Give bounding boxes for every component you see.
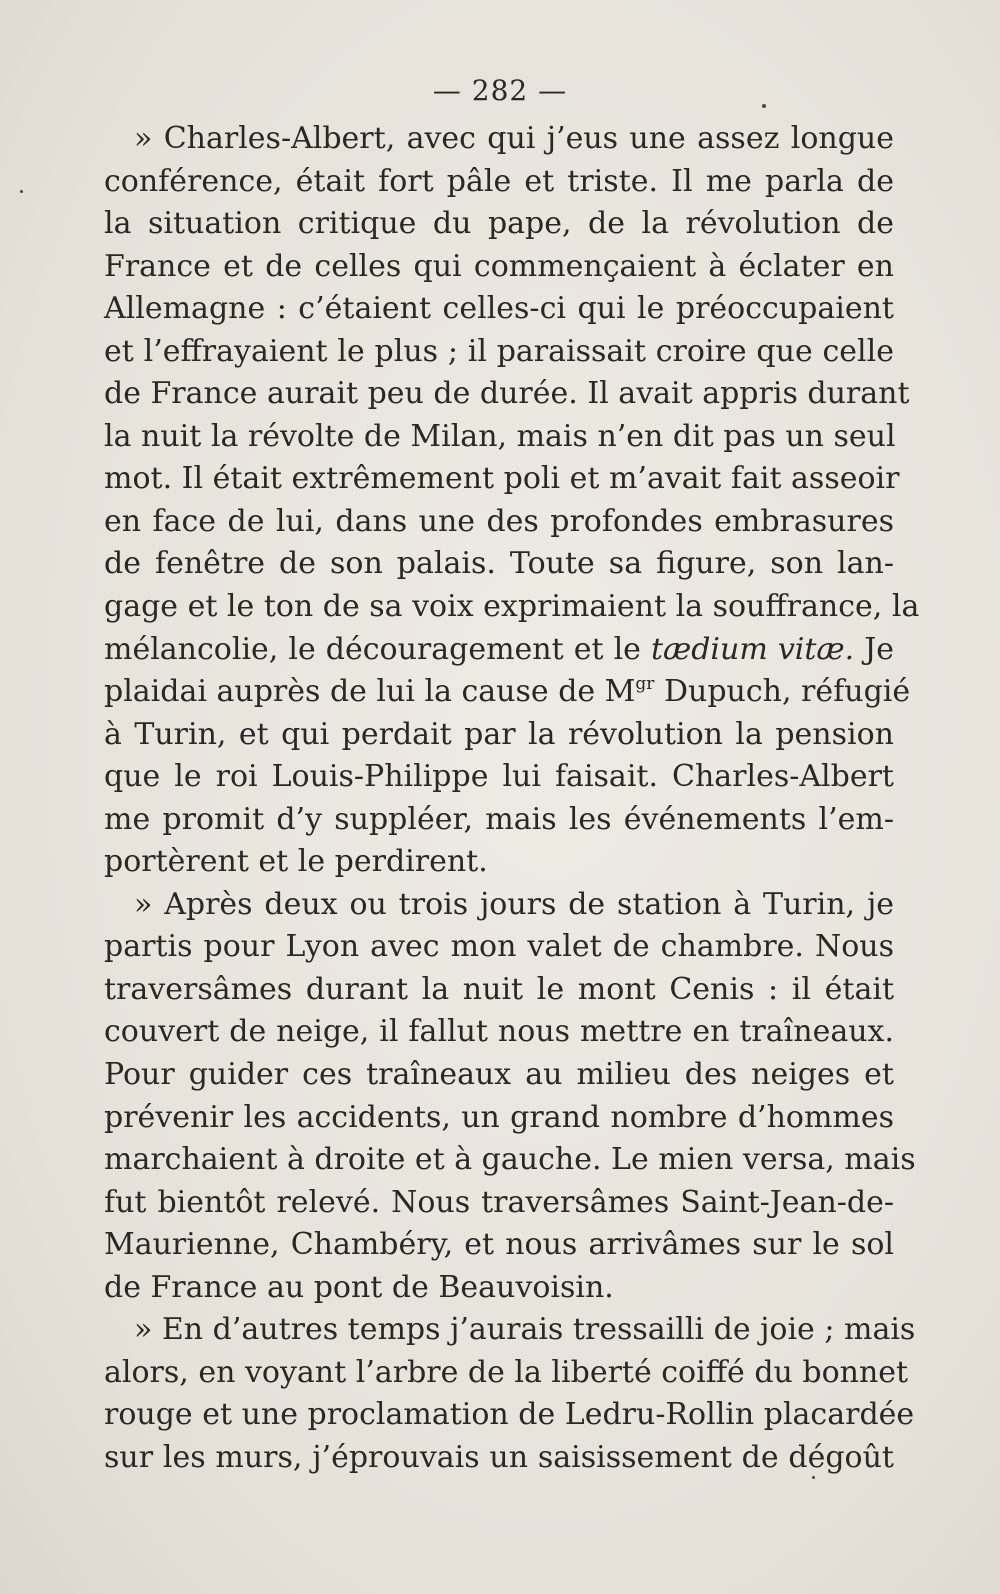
text-line: la nuit la révolte de Milan, mais n’en dit pas un seul [104, 418, 896, 454]
text-line: la situation critique du pape, de la révolution de [104, 206, 894, 242]
text-line: Allemagne : c’étaient celles-ci qui le préoccupaient [104, 291, 894, 327]
text-line: fut bientôt relevé. Nous traversâmes Saint-Jean-de- [104, 1184, 894, 1220]
text-line: gage et le ton de sa voix exprimaient la souffrance, la [104, 589, 920, 625]
text-line: France et de celles qui commençaient à éclater en [104, 248, 894, 284]
text-line: prévenir les accidents, un grand nombre d’hommes [104, 1099, 894, 1135]
page-number: — 282 — [432, 74, 568, 107]
text-line: » Après deux ou trois jours de station à Turin, je [134, 886, 894, 922]
text-line: couvert de neige, il fallut nous mettre en traîneaux. [104, 1014, 894, 1050]
text-line: conférence, était fort pâle et triste. Il me parla de [104, 163, 894, 199]
text-line-with-italic [104, 629, 894, 672]
text-line: que le roi Louis-Philippe lui faisait. Charles-Albert [104, 759, 894, 795]
text-line: portèrent et le perdirent. [104, 844, 488, 880]
honorific-superscript: gr [635, 674, 655, 695]
text-line: » En d’autres temps j’aurais tressailli de joie ; mais [134, 1312, 916, 1348]
line-text: mélancolie, le découragement et le [104, 631, 651, 667]
text-line: Pour guider ces traîneaux au milieu des neiges et [104, 1057, 894, 1093]
body-text [104, 118, 920, 1480]
text-line: rouge et une proclamation de Ledru-Rollin placardée [104, 1397, 915, 1433]
text-line: partis pour Lyon avec mon valet de chambre. Nous [104, 929, 894, 965]
text-line: à Turin, et qui perdait par la révolution la pension [104, 716, 894, 752]
text-line: traversâmes durant la nuit le mont Cenis : il était [104, 971, 894, 1007]
text-line: de France au pont de Beauvoisin. [104, 1269, 614, 1305]
ink-speck [812, 1476, 815, 1479]
text-line: » Charles-Albert, avec qui j’eus une assez longue [134, 121, 894, 156]
line-text-tail: Je [854, 631, 894, 667]
text-line: marchaient à droite et à gauche. Le mien versa, mais [104, 1142, 916, 1178]
latin-phrase: tædium vitæ. [650, 631, 855, 667]
text-line-with-superscript [104, 671, 911, 714]
text-line: et l’effrayaient le plus ; il paraissait croire que celle [104, 333, 894, 369]
text-line: Maurienne, Chambéry, et nous arrivâmes sur le sol [104, 1227, 894, 1263]
line-text: plaidai auprès de lui la cause de M [104, 674, 636, 710]
text-line: en face de lui, dans une des profondes embrasures [104, 503, 894, 539]
text-line: mot. Il était extrêmement poli et m’avait fait asseoir [104, 461, 900, 497]
text-line: de fenêtre de son palais. Toute sa figure, son lan- [104, 546, 894, 582]
ink-speck [762, 104, 766, 108]
text-line: me promit d’y suppléer, mais les événements l’em- [104, 801, 894, 837]
text-line: alors, en voyant l’arbre de la liberté coiffé du bonnet [104, 1354, 909, 1390]
ink-speck [20, 190, 23, 193]
text-line: sur les murs, j’éprouvais un saisissement de dégoût [104, 1439, 894, 1475]
text-line: de France aurait peu de durée. Il avait appris durant [104, 376, 910, 412]
line-text-tail: Dupuch, réfugié [654, 674, 911, 710]
